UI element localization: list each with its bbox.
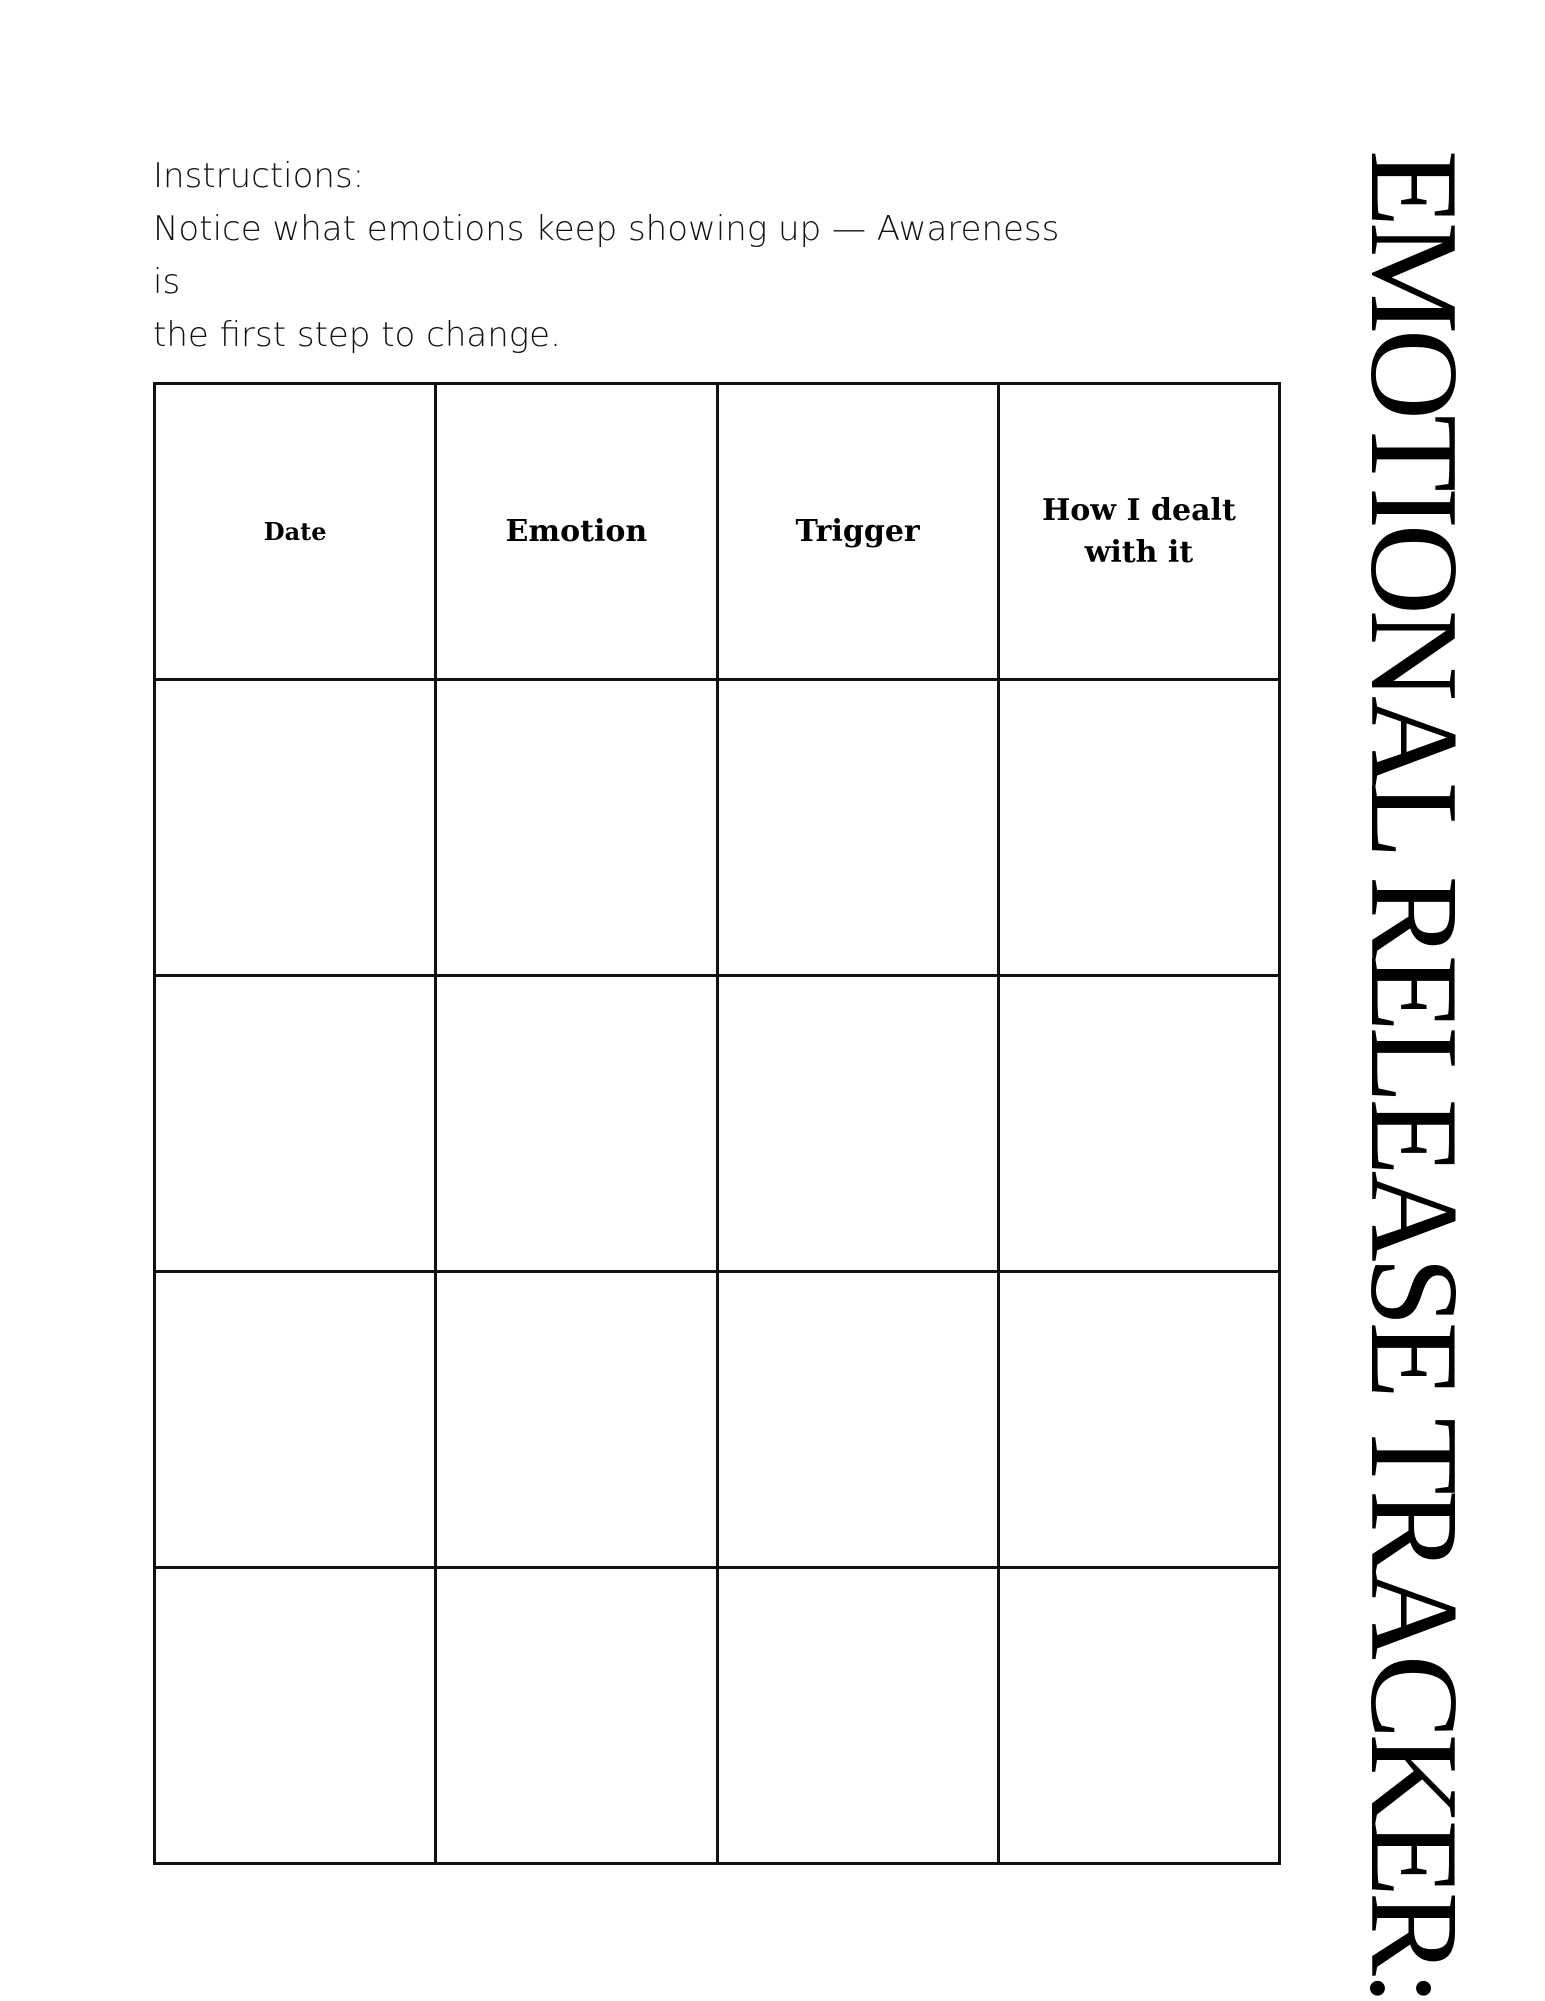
header-date: Date	[155, 384, 436, 680]
cell-trigger[interactable]	[717, 680, 998, 976]
cell-date[interactable]	[155, 1568, 436, 1864]
header-trigger: Trigger	[717, 384, 998, 680]
instructions-line-1: Notice what emotions keep showing up — Awareness is	[153, 209, 1060, 302]
instructions-line-2: the first step to change.	[153, 315, 561, 355]
cell-date[interactable]	[155, 976, 436, 1272]
cell-emotion[interactable]	[436, 1272, 717, 1568]
cell-trigger[interactable]	[717, 1568, 998, 1864]
cell-date[interactable]	[155, 1272, 436, 1568]
table-row	[155, 680, 1280, 976]
cell-how-i-dealt[interactable]	[998, 1272, 1279, 1568]
cell-emotion[interactable]	[436, 976, 717, 1272]
table-row	[155, 976, 1280, 1272]
instructions-block	[153, 150, 1073, 362]
table-header-row	[155, 384, 1280, 680]
cell-trigger[interactable]	[717, 976, 998, 1272]
table-row	[155, 1272, 1280, 1568]
cell-how-i-dealt[interactable]	[998, 1568, 1279, 1864]
instructions-heading: Instructions:	[153, 156, 365, 196]
header-emotion: Emotion	[436, 384, 717, 680]
cell-trigger[interactable]	[717, 1272, 998, 1568]
cell-how-i-dealt[interactable]	[998, 976, 1279, 1272]
table-row	[155, 1568, 1280, 1864]
cell-how-i-dealt[interactable]	[998, 680, 1279, 976]
page-title: EMOTIONAL RELEASE TRACKER:	[1344, 150, 1483, 2001]
cell-emotion[interactable]	[436, 1568, 717, 1864]
tracker-table	[153, 382, 1281, 1865]
cell-emotion[interactable]	[436, 680, 717, 976]
cell-date[interactable]	[155, 680, 436, 976]
header-how-i-dealt: How I dealt with it	[998, 384, 1279, 680]
